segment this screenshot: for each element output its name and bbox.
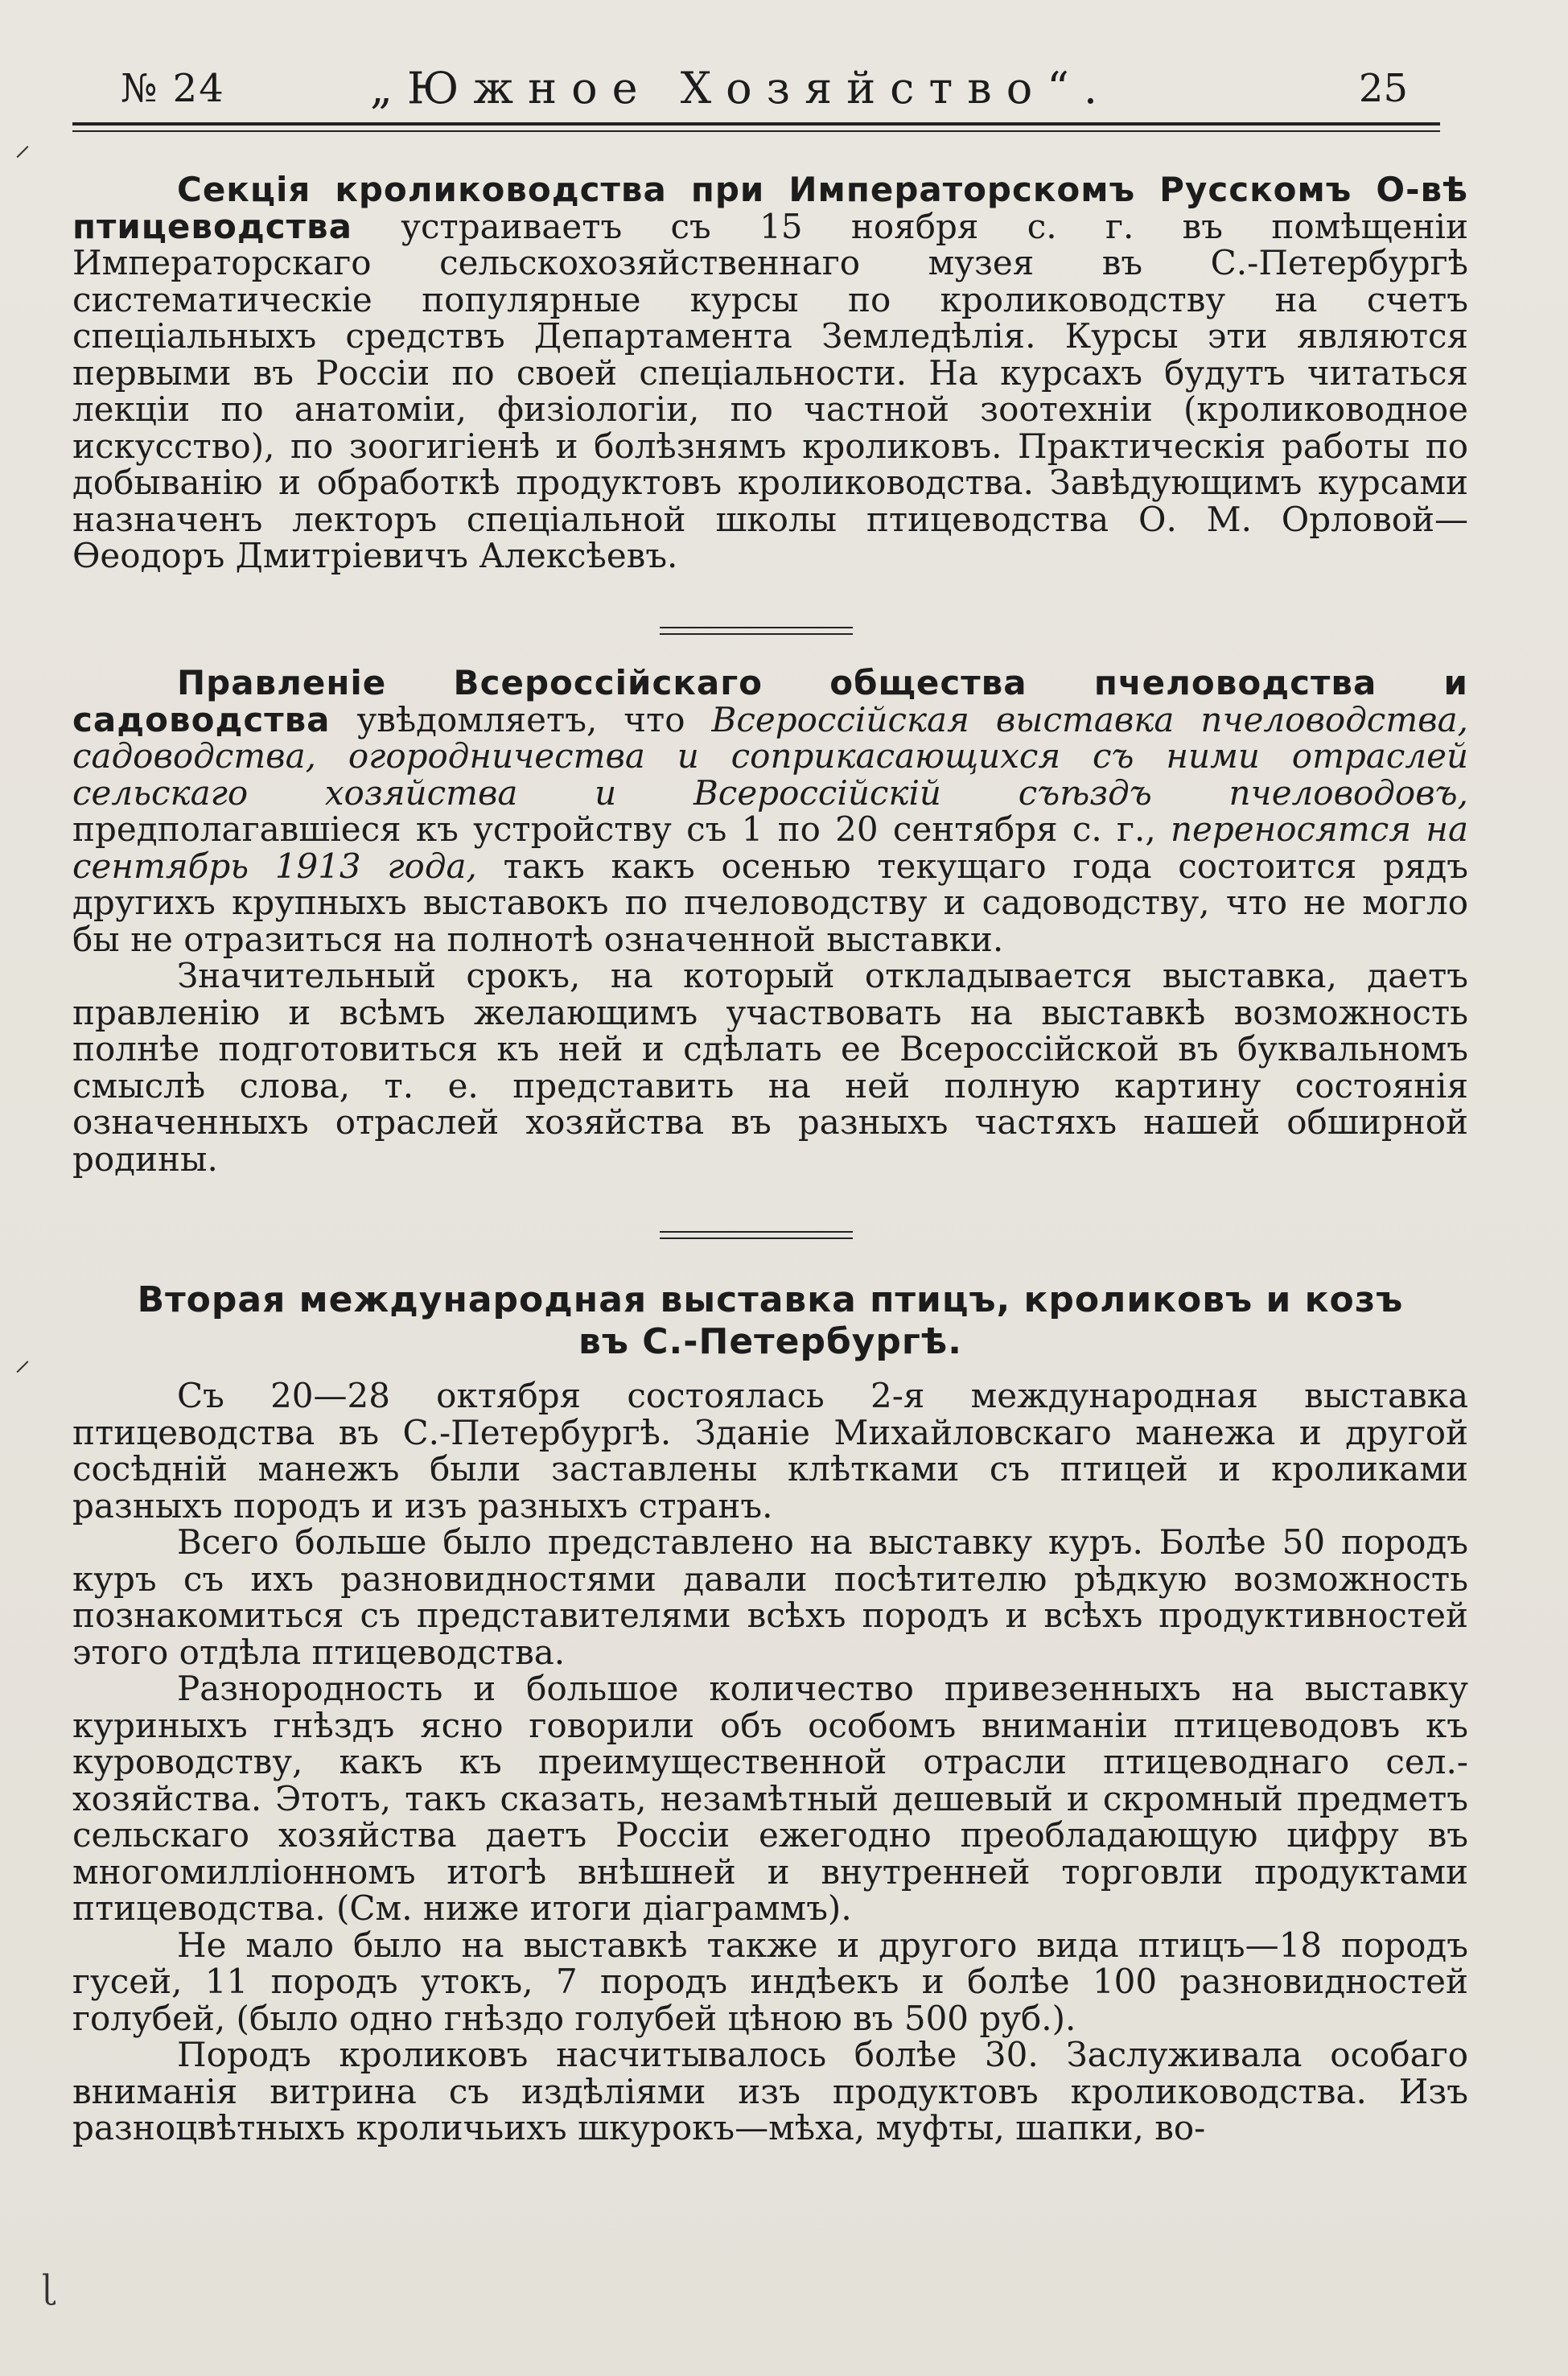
journal-title: „Южное Хозяйство“.	[370, 63, 1112, 113]
article2-text-c: такъ какъ осенью текущаго года состоится рядъ другихъ крупныхъ выставокъ по пчеловодству и садоводству, что не могло бы не отразиться на полнотѣ означенной выставки.	[72, 846, 1468, 959]
separator	[660, 627, 853, 640]
article2-italic-b: переносятся на сентябрь 1913 года,	[72, 809, 1468, 886]
article1-lead: Секція кролиководства при Императорскомъ Русскомъ О-вѣ птицеводства	[72, 170, 1468, 246]
article1-text: устраиваетъ съ 15 ноября с. г. въ помѣщеніи Императорскаго сельскохозяйственнаго музея въ С.-Петербургѣ систематическіе популярные курсы по кролиководству на счетъ спеціальныхъ средствъ Департамента Земледѣлія. Курсы эти являются первыми въ Россіи по своей спеціальности. На курсахъ будутъ читаться лекціи по анатоміи, физіологіи, по частной зоотехніи (кролиководное искусство), по зоогигіенѣ и болѣзнямъ кроликовъ. Практическія работы по добыванію и обработкѣ продуктовъ кролиководства. Завѣдующимъ курсами назначенъ лекторъ спеціальной школы птицеводства О. М. Орловой—Ѳеодоръ Дмитріевичъ Алексѣевъ.	[72, 206, 1468, 575]
article-international-exhibition	[72, 1377, 1468, 2147]
header-rule-thick	[72, 122, 1440, 126]
issue-number: № 24	[121, 66, 225, 111]
article2-lead: Правленіе Всероссійскаго общества пчеловодства и садоводства	[72, 663, 1468, 739]
article3-p3: Разнородность и большое количество привезенныхъ на выставку куриныхъ гнѣздъ ясно говорили объ особомъ вниманіи птицеводовъ къ куроводству, какъ къ преимущественной отрасли птицеводнаго сел.-хозяйства. Этотъ, такъ сказать, незамѣтный дешевый и скромный предметъ сельскаго хозяйства даетъ Россіи ежегодно преобладающую цифру въ многомилліонномъ итогѣ внѣшней и внутренней торговли продуктами птицеводства. (См. ниже итоги діаграммъ).	[72, 1669, 1468, 1928]
margin-mark-icon: ⸝	[14, 126, 31, 163]
margin-mark-icon: ⸝	[14, 1341, 31, 1378]
article2-text-b: предполагавшіеся къ устройству съ 1 по 20 сентября с. г.,	[72, 809, 1156, 849]
article3-p4: Не мало было на выставкѣ также и другого вида птицъ—18 породъ гусей, 11 породъ утокъ, 7 породъ индѣекъ и болѣе 100 разновидностей голубей, (было одно гнѣздо голубей цѣною въ 500 руб.).	[72, 1925, 1468, 2038]
article2-text-a: увѣдомляетъ, что	[356, 699, 685, 739]
article3-p5: Породъ кроликовъ насчитывалось болѣе 30. Заслуживала особаго вниманія витрина съ издѣліями изъ продуктовъ кролиководства. Изъ разноцвѣтныхъ кроличьихъ шкурокъ—мѣха, муфты, шапки, во-	[72, 2035, 1468, 2147]
article3-heading-line1: Вторая международная выставка птицъ, кроликовъ и козъ	[137, 1279, 1404, 1320]
article2-italic-a: Всероссійская выставка пчеловодства, садоводства, огородничества и соприкасающихся съ ними отраслей сельскаго хозяйства и Всероссійскій съѣздъ пчеловодовъ,	[72, 699, 1468, 813]
article3-heading	[72, 1279, 1468, 1363]
page-number: 25	[1358, 66, 1408, 111]
header-rule-thin	[72, 130, 1440, 132]
article3-p2: Всего больше было представлено на выставку куръ. Болѣе 50 породъ куръ съ ихъ разновидностями давали посѣтителю рѣдкую возможность познакомиться съ представителями всѣхъ породъ и всѣхъ продуктивностей этого отдѣла птицеводства.	[72, 1522, 1468, 1672]
article3-heading-line2: въ С.-Петербургѣ.	[578, 1321, 962, 1362]
separator	[660, 1231, 853, 1244]
article-beekeeping-exhibition	[72, 665, 1468, 1177]
article2-paragraph2: Значительный срокъ, на который откладывается выставка, даетъ правленію и всѣмъ желающимъ участвовать на выставкѣ возможность полнѣе подготовиться къ ней и сдѣлать ее Всероссійской въ буквальномъ смыслѣ слова, т. е. представить на ней полную картину состоянія означенныхъ отраслей хозяйства въ разныхъ частяхъ нашей обширной родины.	[72, 956, 1468, 1179]
margin-mark-icon: ɭ	[42, 2269, 54, 2306]
article-rabbit-courses	[72, 171, 1468, 574]
article3-p1: Съ 20—28 октября состоялась 2-я международная выставка птицеводства въ С.-Петербургѣ. Зданіе Михайловскаго манежа и другой сосѣдній манежъ были заставлены клѣтками съ птицей и кроликами разныхъ породъ и изъ разныхъ странъ.	[72, 1376, 1468, 1526]
page-header	[121, 63, 1440, 122]
